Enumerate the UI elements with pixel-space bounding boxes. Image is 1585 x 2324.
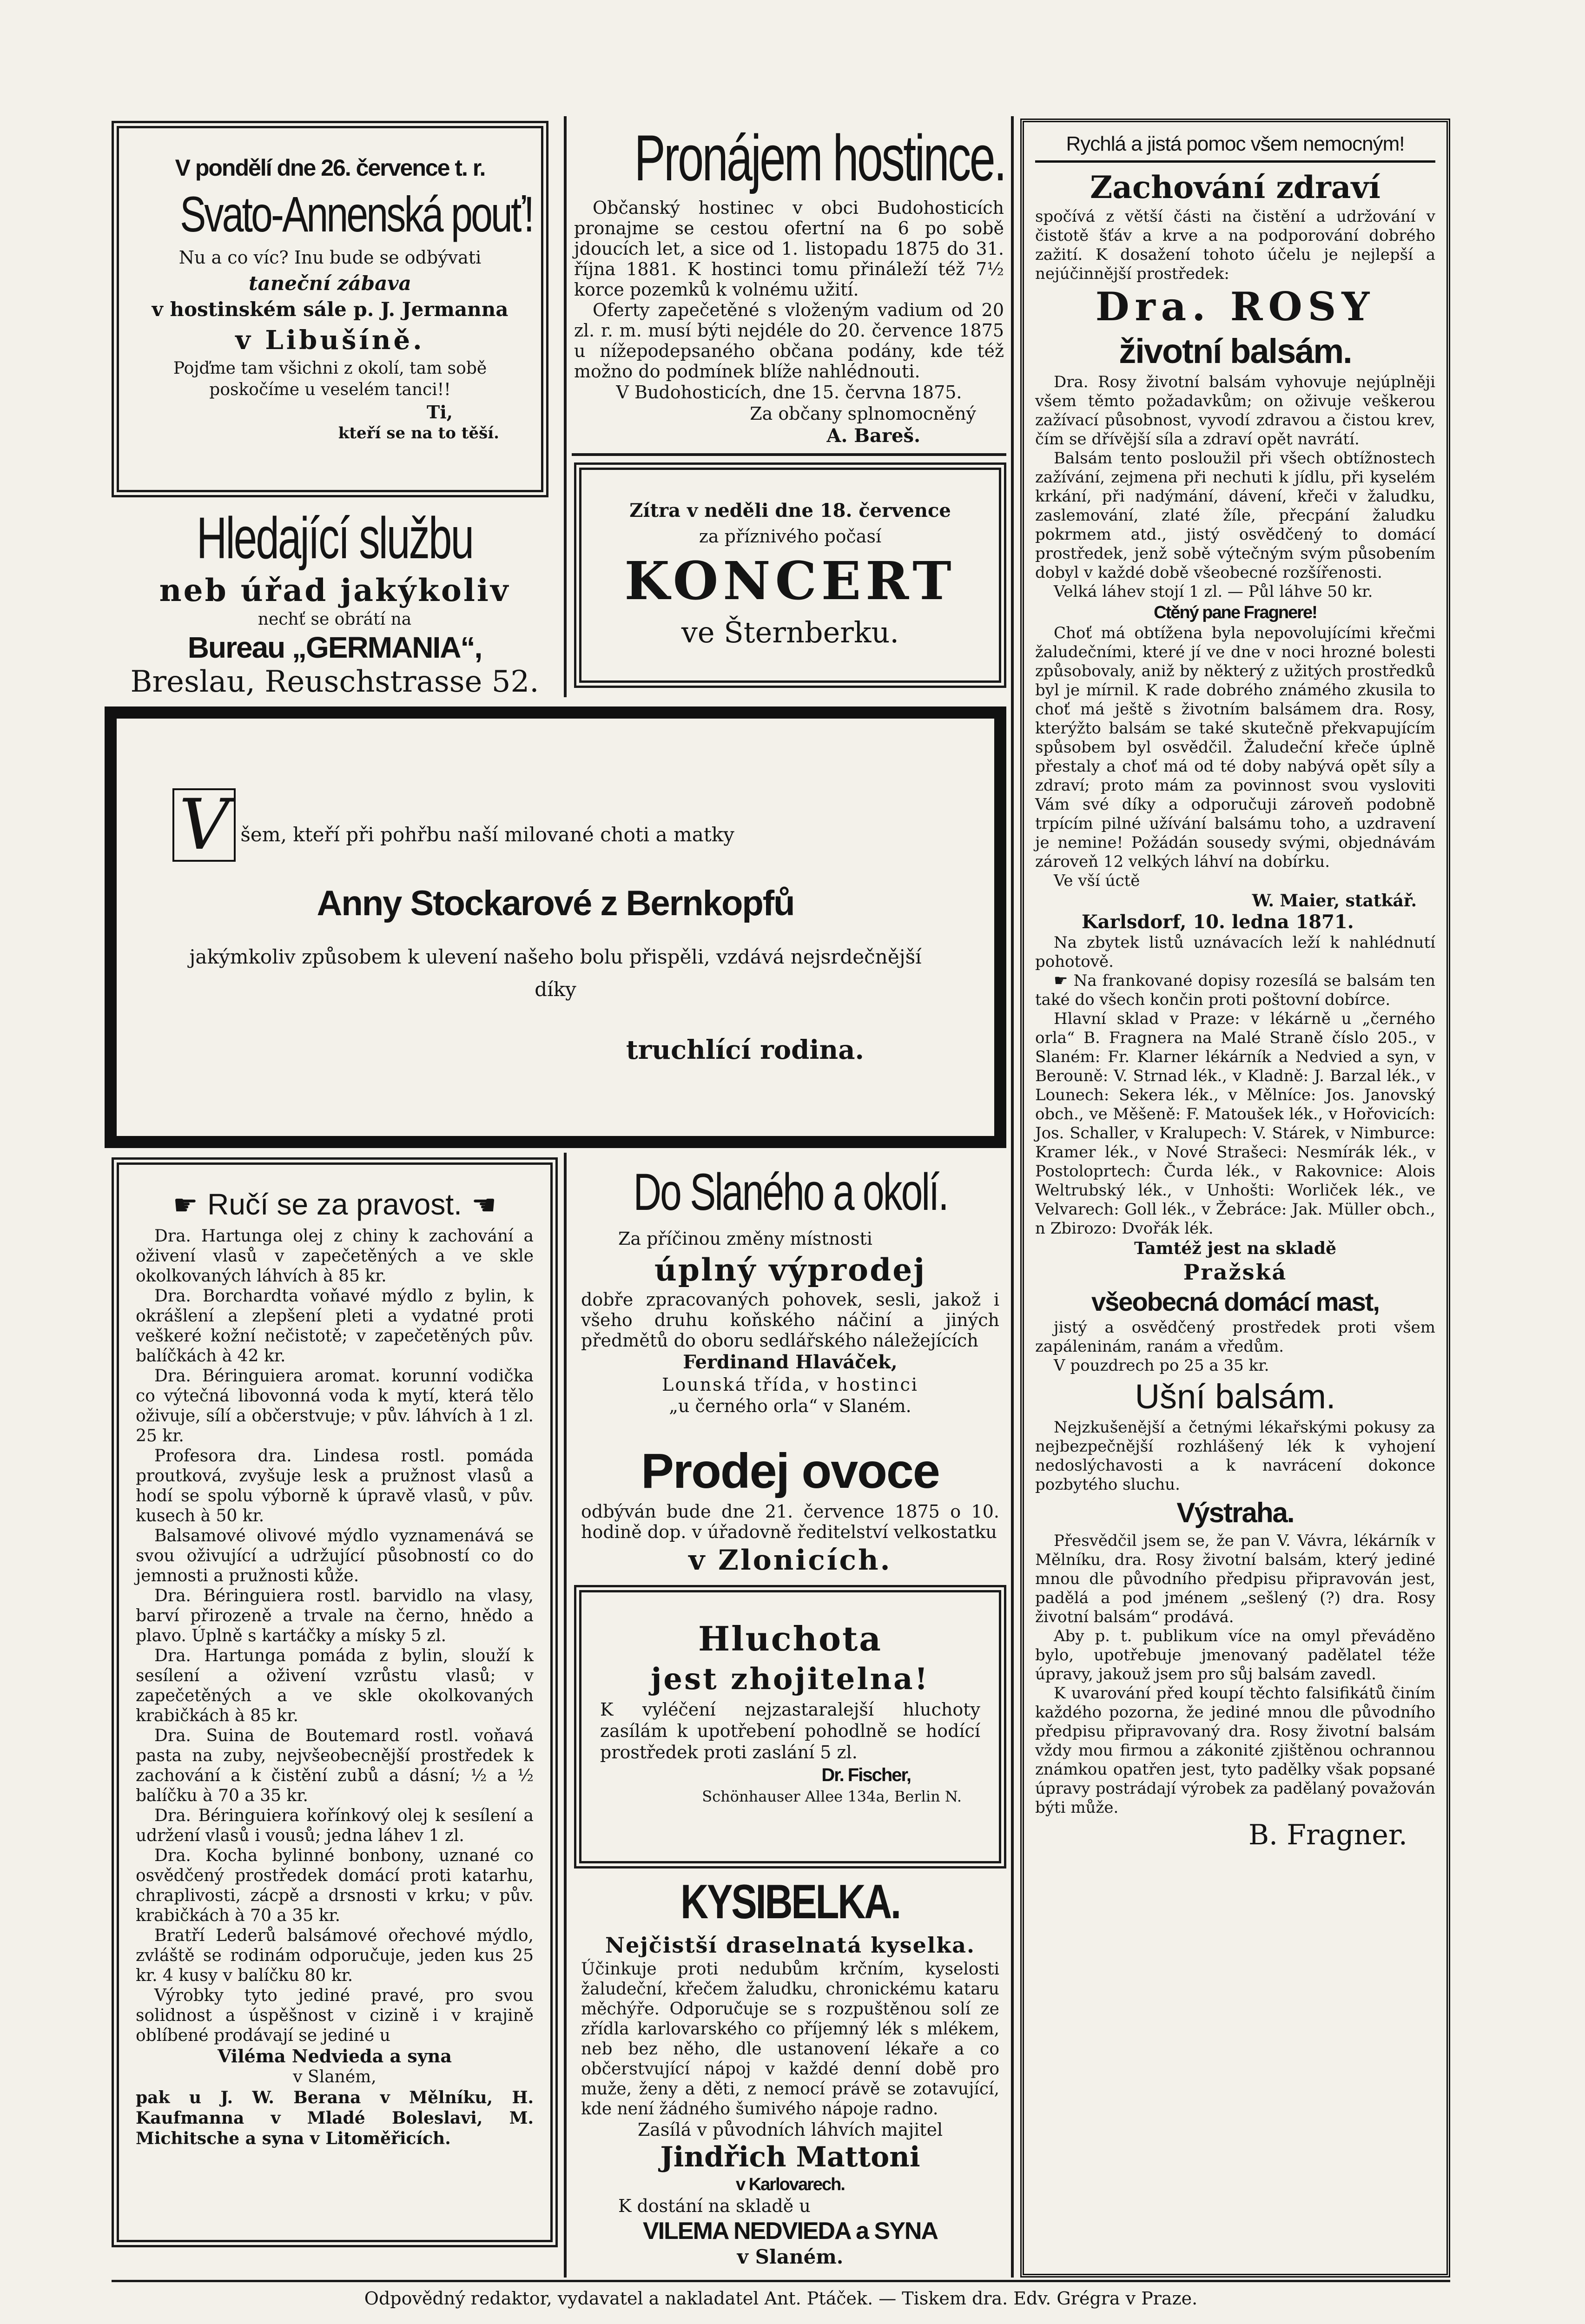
rosy-salve1: Pražská xyxy=(1183,1260,1288,1285)
column-rule-2 xyxy=(564,1153,567,2278)
footer-text: Odpovědný redaktor, vydavatel a nakladatel Ant. Ptáček. — Tiskem dra. Edv. Grégra v Praze. xyxy=(364,2288,1198,2309)
annenska-title: Svato-Annenská pouť! xyxy=(180,186,533,242)
ovoce-text: odbýván bude dne 21. července 1875 o 10. hodině dop. v úřadovně ředitelství velkostatku xyxy=(581,1501,999,1542)
hledajici-ad xyxy=(112,504,558,700)
hluchota-ad xyxy=(574,1585,1006,1868)
rosy-ear: Ušní balsám. xyxy=(1135,1377,1336,1416)
kysibelka-sellerplace: v Slaném. xyxy=(737,2245,844,2268)
rosy-p12: Aby p. t. publikum více na omyl převáděno bylo, upotřebuje jmenovaný padělatel téže úpravy, jakouž jsem pro sůj balsám zavedl. xyxy=(1035,1627,1435,1684)
kysibelka-text: Účinkuje proti nedubům krčním, kyselosti žaludeční, křečem žaludku, chronickému kataru měchýře. Odporučuje se s rozpuštěnou solí ze zřídla karlovarského co příjemný lék s mlékem, neb bez něho, dle ustanovení lékaře a co občerstvující nápoj v každé denní době pro muže, ženy a děti, z nemocí právě se zotavující, kde není žádného šumivého nápoje radno. xyxy=(581,1960,999,2119)
koncert-ad xyxy=(574,462,1006,688)
hledajici-title: Hledající službu xyxy=(196,505,473,571)
pravost-also: pak u J. W. Berana v Mělníku, H. Kaufmanna v Mladé Boleslavi, M. Michitsche a syna v Litoměřicích. xyxy=(136,2088,534,2148)
slany-ad xyxy=(572,1157,1009,1436)
annenska-line3: v hostinském sále p. J. Jermanna xyxy=(152,298,509,321)
slany-title2: úplný výprodej xyxy=(654,1252,926,1288)
rosy-p4: Na zbytek listů uznávacích leží k nahlédnutí pohotově. xyxy=(1035,933,1435,971)
annenska-date: V pondělí dne 26. července t. r. xyxy=(175,155,485,181)
pronajem-text1: Občanský hostinec v obci Budohosticích pronajme se cestou ofertní na 6 po sobě jdoucích let, a sice od 1. listopadu 1875 do 31. října 1881. K hostinci tomu přináleží též 7½ korce pozemků k volnému užití. xyxy=(574,198,1004,300)
pronajem-ad xyxy=(569,119,1009,453)
slany-name: Ferdinand Hlaváček, xyxy=(683,1351,898,1373)
ovoce-ad xyxy=(572,1441,1009,1580)
pravost-seller: Viléma Nedvieda a syna xyxy=(217,2046,452,2067)
rosy-p2: Balsám tento posloužil při všech obtížnostech zažívání, zejmena při nechuti k jídlu, při kyselém krkání, při nadýmání, dávení, křeči v žaludku, zaslemování, zlaté žíle, přecpání žaludku pokrmem atd., jistý osvědčený to domácí prostředek, jenž sobě výtečným svým působením dobyl v každé době všeobecné rozšířenosti. xyxy=(1035,449,1435,582)
pravost-title-row xyxy=(136,1183,534,1226)
pravost-title: Ručí se za pravost. xyxy=(207,1188,462,1221)
annenska-ad xyxy=(112,121,548,497)
hluchota-name: Dr. Fischer, xyxy=(821,1765,911,1785)
rosy-price: Velká láhev stojí 1 zl. — Půl láhve 50 kr. xyxy=(1054,582,1373,601)
rosy-signplace: Karlsdorf, 10. ledna 1871. xyxy=(1082,911,1354,933)
rosy-p10: Nejzkušenější a četnými lékařskými pokusy za nejbezpečnější rozhlášený lék k vyhojení nedoslýchavosti a k navrácení dokonce pozbytého sluchu. xyxy=(1035,1418,1435,1494)
koncert-line1: Zítra v neděli dne 18. července xyxy=(629,500,951,522)
mourning-notice xyxy=(105,706,1006,1148)
annenska-sign2: kteří se na to těší. xyxy=(338,424,499,442)
pravost-item: Balsamové olivové mýdlo vyznamenává se svou oživující a udržující působností co do jemnosti a pružnosti kůže. xyxy=(136,1526,534,1585)
ovoce-title: Prodej ovoce xyxy=(641,1444,939,1499)
mourning-name: Anny Stockarové z Bernkopfů xyxy=(317,884,794,923)
annenska-line1: Nu a co víc? Inu bude se odbývati xyxy=(178,247,482,268)
rosy-sign: B. Fragner. xyxy=(1248,1819,1407,1851)
pronajem-place: V Budohosticích, dne 15. června 1875. xyxy=(616,382,962,403)
slany-title: Do Slaného a okolí. xyxy=(633,1163,948,1221)
pravost-item: Dra. Suina de Boutemard rostl. voňavá pasta na zuby, nejvšeobecnější prostředek k zachování a k čistění zubů a dásní; ½ a ½ balíčku à 70 a 35 kr. xyxy=(136,1726,534,1805)
kysibelka-title: KYSIBELKA. xyxy=(680,1875,900,1929)
pravost-item: Profesora dra. Lindesa rostl. pomáda proutková, zvyšuje lesk a pružnost vlasů a hodí se spolu výborně k úpravě vlasů, v pův. kusech à 50 kr. xyxy=(136,1446,534,1525)
rosy-brand: Dra. ROSY xyxy=(1095,284,1375,330)
kysibelka-subtitle: Nejčistší draselnatá kyselka. xyxy=(605,1933,976,1958)
rosy-p9: V pouzdrech po 25 a 35 kr. xyxy=(1054,1356,1269,1375)
pravost-item: Dra. Béringuiera rostl. barvidlo na vlasy, barví přirozeně a trvale na černo, hnědo a plavo. Úplně s kartáčky a mísky 5 zl. xyxy=(136,1586,534,1645)
koncert-line2: za příznivého počasí xyxy=(699,526,882,547)
pronajem-for: Za občany splnomocněný xyxy=(750,403,976,424)
hledajici-subtitle: neb úřad jakýkoliv xyxy=(159,572,510,608)
mourning-line2: jakýmkoliv způsobem k ulevení našeho bolu přispěli, vzdává nejsrdečnější díky xyxy=(189,945,922,1001)
slany-line1: Za příčinou změny místnosti xyxy=(618,1228,872,1249)
pronajem-title: Pronájem hostince. xyxy=(634,121,1005,194)
rosy-p7: Tamtéž jest na skladě xyxy=(1134,1239,1336,1258)
rosy-salve2: všeobecná domácí mast, xyxy=(1091,1287,1379,1316)
rosy-product: životní balsám. xyxy=(1119,332,1352,370)
column-rule-3 xyxy=(1011,116,1014,2278)
rosy-header: Rychlá a jistá pomoc všem nemocným! xyxy=(1035,128,1435,163)
pravost-item: Dra. Béringuiera kořínkový olej k sesílení a udržení vlasů i vousů; jedna láhev 1 zl. xyxy=(136,1806,534,1845)
rosy-closing: Ve vší úctě xyxy=(1054,872,1140,890)
slany-addr2: „u černého orla“ v Slaném. xyxy=(669,1396,911,1416)
rosy-warn: Výstraha. xyxy=(1176,1497,1294,1528)
pravost-item: Dra. Béringuiera aromat. korunní vodička co výtečná libovonná voda k mytí, která tělo oživuje, sílí a občerstvuje; v pův. láhvích à 1 zl. 25 kr. xyxy=(136,1367,534,1446)
slany-text: dobře zpracovaných pohovek, sesli, jakož i všeho druhu koňského náčiní a jiných předmětů do oboru sedlářského náležejících xyxy=(581,1289,999,1351)
rosy-p5 xyxy=(1035,971,1435,1010)
pointing-hand-icon: ☛ xyxy=(1054,971,1074,990)
rosy-p6: Hlavní sklad v Praze: v lékárně u „černého orla“ B. Fragnera na Malé Straně číslo 205., v Slaném: Fr. Klarner lékárník a Nedvied a syn, v Berouně: V. Strnad lék., v Kladně: J. Barzal lék., v Lounech: Sekera lék., v Mělníce: Jos. Janovský obch., ve Měšeně: F. Matoušek lék., v Hořovicích: Jos. Schaller, v Kralupech: V. Stárek, v Nimburce: Kramer lék., v Nové Strašeci: Nesmírák lék., v Postoloprtech: Čurda lék., v Rakovnice: Alois Weltrubský lék., v Unhošti: Worliček lék., ve Velvarech: Goll lék., v Žebráce: Jak. Müller obch., n Zbirozo: Dvořák lék. xyxy=(1035,1010,1435,1238)
kysibelka-seller: VILEMA NEDVIEDA a SYNA xyxy=(642,2218,938,2245)
kysibelka-place: v Karlovarech. xyxy=(736,2175,845,2194)
kysibelka-stock: K dostání na skladě u xyxy=(618,2196,811,2216)
kysibelka-send: Zasílá v původních láhvích majitel xyxy=(637,2119,943,2140)
koncert-place: ve Šternberku. xyxy=(681,615,899,649)
annenska-line5: Pojďme tam všichni z okolí, tam sobě poskočíme u veselém tanci!! xyxy=(173,359,487,399)
hluchota-address: Schönhauser Allee 134a, Berlin N. xyxy=(702,1788,962,1805)
slany-addr1: Lounská třída, v hostinci xyxy=(662,1374,918,1395)
pravost-item: Bratří Lederů balsámové ořechové mýdlo, zvláště se rodinám odporučuje, jeden kus 25 kr. 4 kusy v balíčku 80 kr. xyxy=(136,1926,534,1985)
rosy-intro: spočívá z větší části na čistění a udržování v čistotě šťáv a krve a na podporování dobrého zažití. K dosažení tohoto účelu je nejlepší a nejúčinnější prostředek: xyxy=(1035,207,1435,283)
mourning-line1: šem, kteří při pohřbu naší milované choti a matky xyxy=(240,823,734,846)
rosy-signer: W. Maier, statkář. xyxy=(1252,891,1417,911)
rosy-p11: Přesvědčil jsem se, že pan V. Vávra, lékárník v Mělníku, dra. Rosy životní balsám, který jediné mnou dle původního předpisu připravován jest, padělá a pod jménem „sešlený (?) dra. Rosy životní balsám“ prodává. xyxy=(1035,1532,1435,1626)
rosy-p13: K uvarování před koupí těchto falsifikátů činím každého pozorna, že jediné mnou dle původního předpisu připravovaný dra. Rosy životní balsám vždy mou firmou a zákonité zjištěnou ochrannou známkou opatřen jest, tyto padělky však popsané úpravy postrádají výrobek za padělaný považován býti může. xyxy=(1035,1684,1435,1817)
pravost-item: Dra. Hartunga olej z chiny k zachování a oživení vlasů v zapečetěných a ve skle okolkovaných láhvích à 85 kr. xyxy=(136,1227,534,1286)
pronajem-sign: A. Bareš. xyxy=(826,425,920,447)
pointing-hand-left-icon: ☚ xyxy=(471,1189,497,1221)
pointing-hand-icon: ☛ xyxy=(172,1189,198,1221)
hluchota-subtitle: jest zhojitelna! xyxy=(651,1662,930,1697)
annenska-sign1: Ti, xyxy=(427,402,453,423)
rosy-p3: Choť má obtížena byla nepovolujícími křečmi žaludečními, které jí ve dne v noci hrozné bolesti způsobovaly, aniž by některý z užitých prostředků byl je mírnil. K rade dobrého známého zkusila to choť má ještě s životním balsámem dra. Rosy, kterýžto balsám se také skutečně překvapujícím spůsobem byl osvědčil. Žaludeční křeče úplně přestaly a choť má od té doby nabývá opět síly a zdraví; proto mám za povinnost svou vysloviti Vám své díky a odporučuji zároveň podobně trpícím pilné užívání balsámu toho, a uzdravení je nemine! Požádán sousedy svými, objednávám zároveň 12 velkých láhví na dobírku. xyxy=(1035,624,1435,871)
rosy-ad xyxy=(1020,119,1450,2278)
column-rule-1 xyxy=(564,116,567,697)
ovoce-place: v Zlonicích. xyxy=(688,1544,892,1577)
footer xyxy=(112,2282,1450,2315)
annenska-line2: taneční zábava xyxy=(249,272,411,295)
hluchota-title: Hluchota xyxy=(698,1619,882,1658)
annenska-line4: v Libušíně. xyxy=(235,325,425,356)
pronajem-rule xyxy=(572,453,1006,456)
rosy-p1: Dra. Rosy životní balsám vyhovuje nejúplněji všem těmto požadavkům; on oživuje veškerou zažívací působnost, vyvodí zdravou a čistou krev, čím se dřívější síla a zdraví opět navrátí. xyxy=(1035,373,1435,449)
hledajici-line: nechť se obrátí na xyxy=(258,610,412,629)
pravost-item: Výrobky tyto jediné pravé, pro svou solidnost a úspěšnost v cizině i v krajině oblíbené prodávají se jediné u xyxy=(136,1986,534,2045)
kysibelka-owner: Jindřich Mattoni xyxy=(660,2141,920,2173)
rosy-p8: jistý a osvědčený prostředek proti všem zapáleninám, ranám a vředům. xyxy=(1035,1318,1435,1356)
hluchota-text: K vyléčení nejzastaralejší hluchoty zasílám k upotřebení pohodlně se hodící prostředek proti zaslání 5 zl. xyxy=(600,1699,980,1763)
mourning-sign: truchlící rodina. xyxy=(626,1035,864,1065)
rosy-p5-text: Na frankované dopisy rozesílá se balsám ten také do všech končin proti poštovní dobírce. xyxy=(1035,971,1436,1009)
kysibelka-ad xyxy=(572,1873,1009,2278)
koncert-title: KONCERT xyxy=(624,551,956,612)
pravost-ad xyxy=(112,1157,558,2247)
pravost-item: Dra. Borchardta voňavé mýdlo z bylin, k okrášlení a zlepšení pleti a vydatné proti veškeré kožní nečistotě; v zapečetěných pův. balíčkách à 42 kr. xyxy=(136,1287,534,1366)
pravost-sellerplace: v Slaném, xyxy=(293,2067,376,2086)
rosy-salutation: Ctěný pane Fragnere! xyxy=(1154,603,1317,622)
mourning-initial: V xyxy=(172,788,236,862)
pravost-item: Dra. Hartunga pomáda z bylin, slouží k sesílení a oživení vzrůstu vlasů; v zapečetěných a ve skle okolkovaných krabičkách à 85 kr. xyxy=(136,1646,534,1725)
rosy-title: Zachování zdraví xyxy=(1090,169,1380,205)
hledajici-address: Breslau, Reuschstrasse 52. xyxy=(130,665,539,699)
pravost-item: Dra. Kocha bylinné bonbony, uznané co osvědčený prostředek domácí proti katarhu, chraplivosti, zácpě a drsnosti v krku; v pův. krabičkách à 70 a 35 kr. xyxy=(136,1846,534,1925)
pronajem-text2: Oferty zapečetěné s vloženým vadium od 20 zl. r. m. musí býti nejdéle do 20. července 1875 u nížepodepsaného občana podány, kde též možno do podmínek blíže nahlédnouti. xyxy=(574,300,1004,382)
hledajici-bureau: Bureau „GERMANIA“, xyxy=(187,631,482,664)
